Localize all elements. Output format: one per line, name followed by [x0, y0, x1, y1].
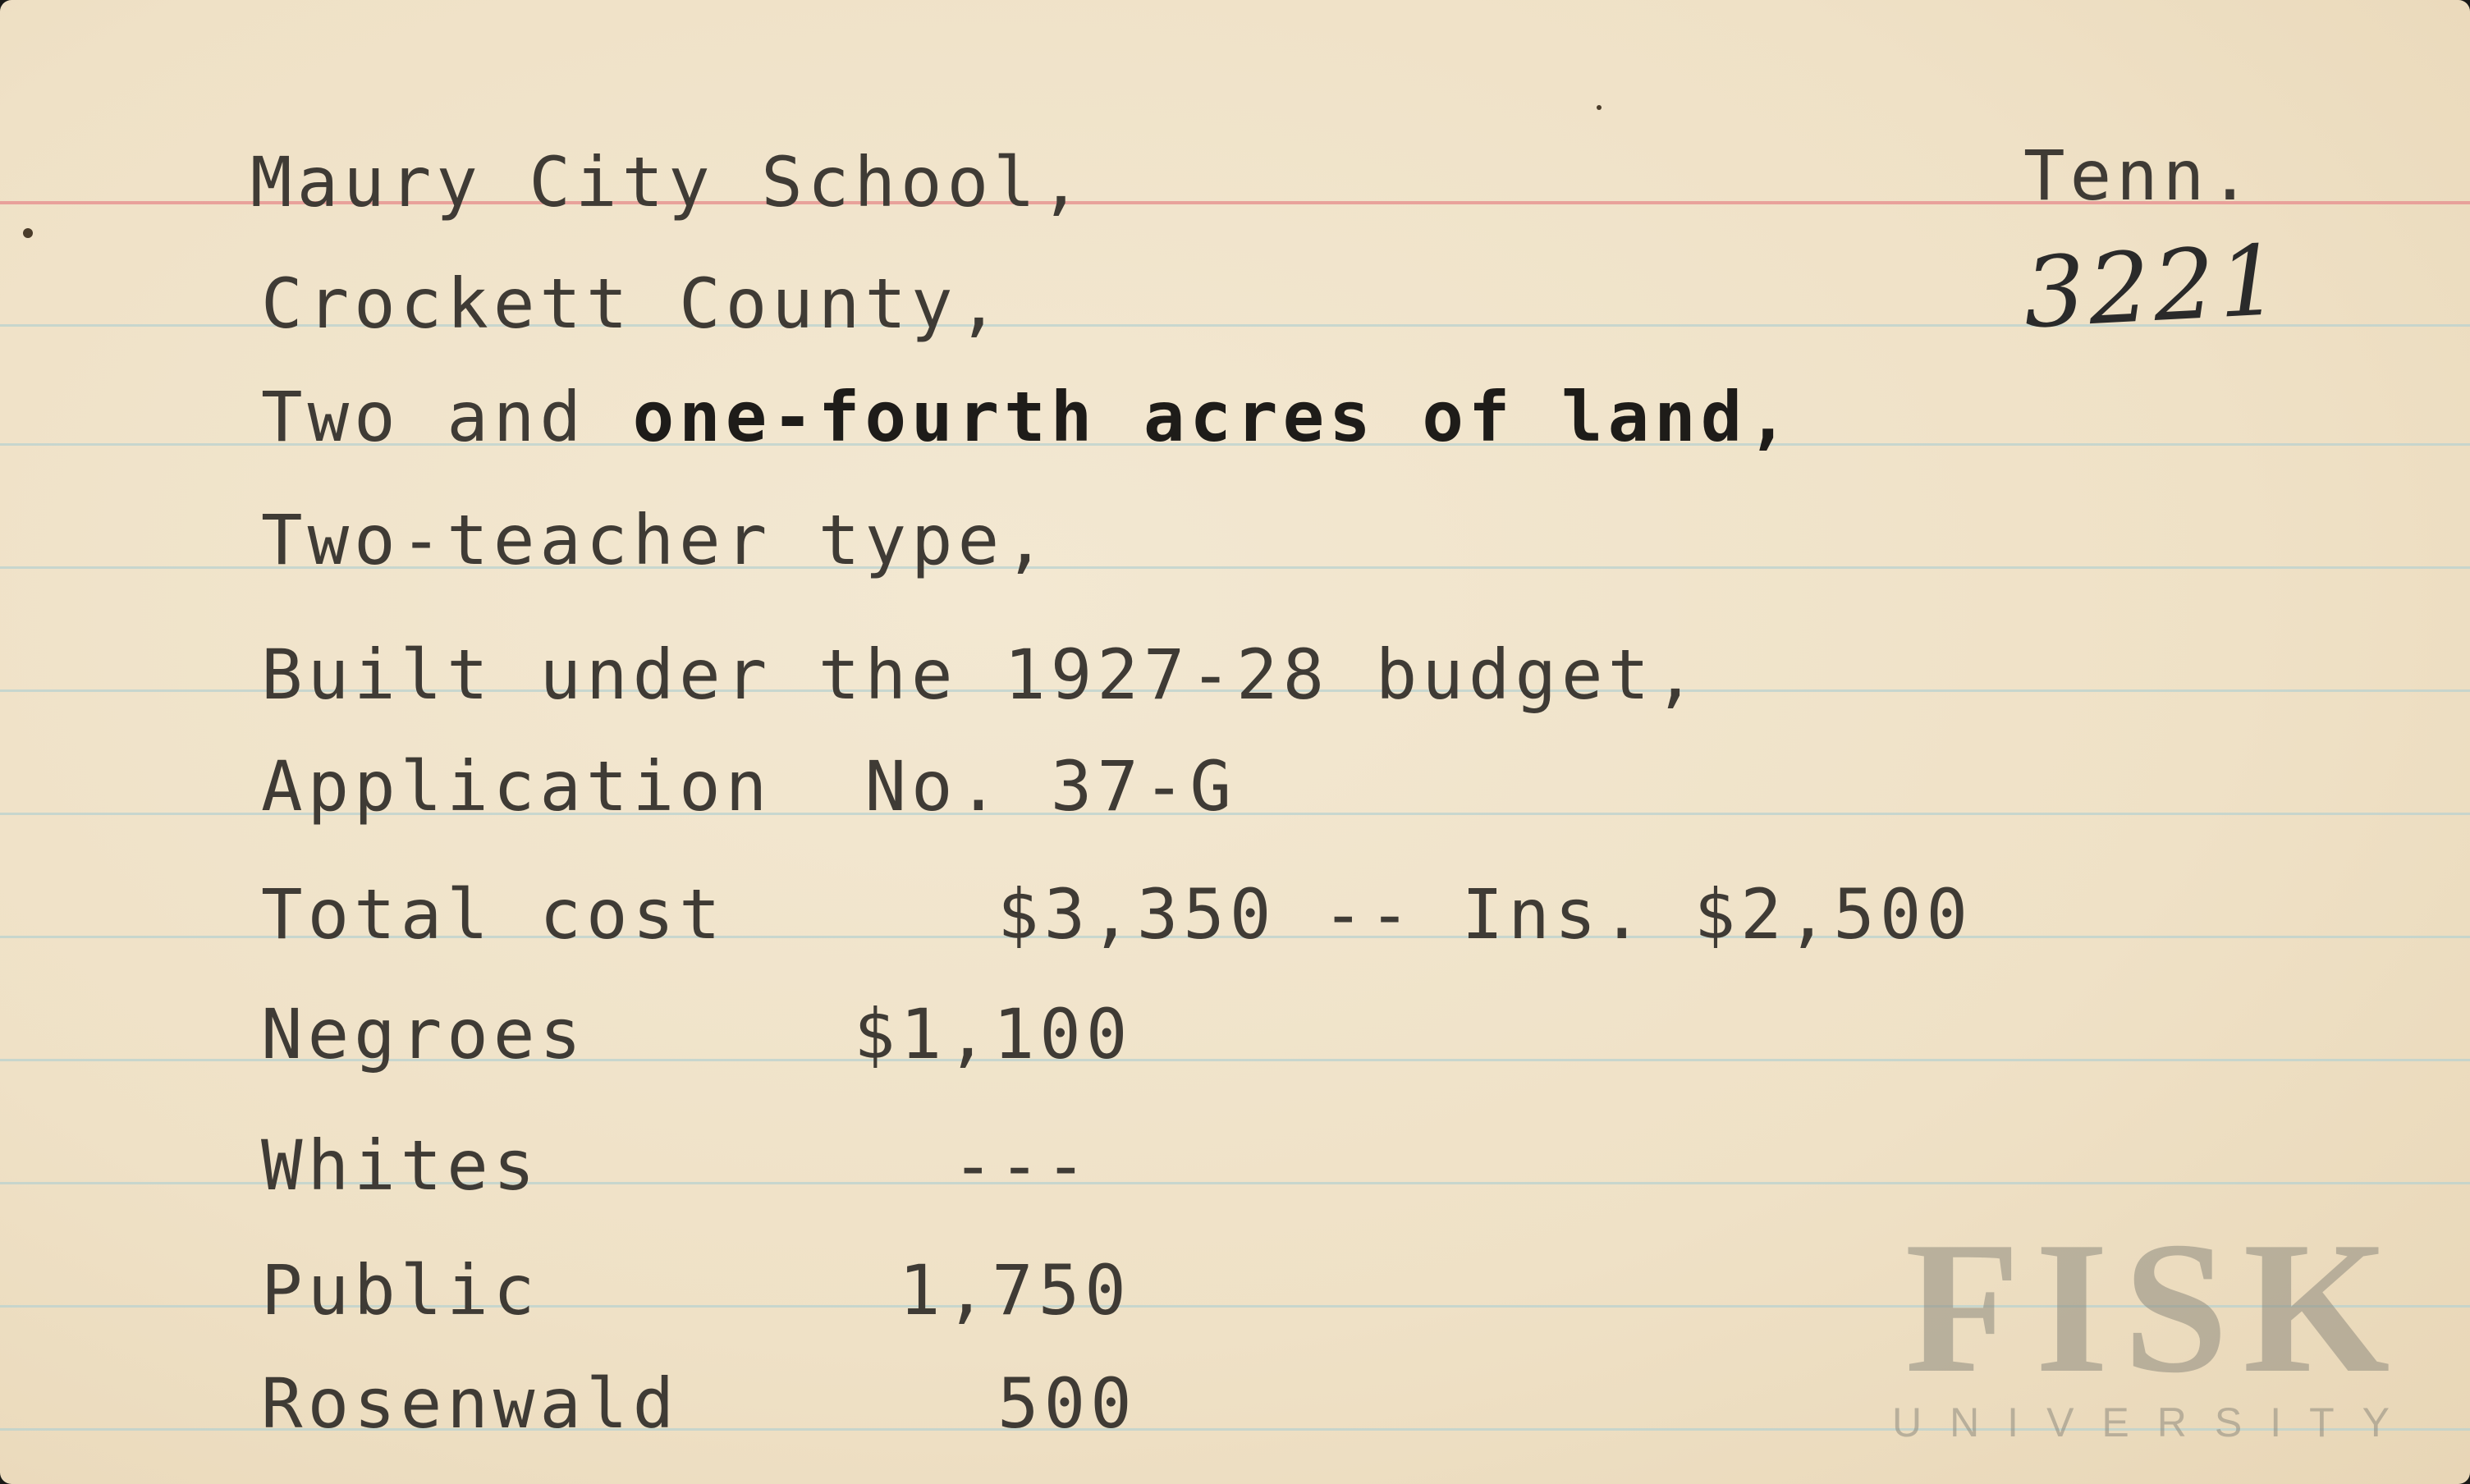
- typed-line-school: Maury City School,: [250, 142, 1087, 222]
- typed-label-total-cost: Total cost: [261, 874, 726, 955]
- typed-line-land: Two and one-fourth acres of land,: [261, 377, 1794, 457]
- paper-speck: [1597, 105, 1602, 110]
- typed-label-rosenwald: Rosenwald: [261, 1363, 680, 1444]
- typed-line-county: Crockett County,: [261, 263, 1005, 344]
- fisk-university-logo: [1867, 1215, 2442, 1445]
- typed-label-negroes: Negroes: [261, 994, 587, 1074]
- typed-value-total-cost: $3,350 -- Ins. $2,500: [997, 874, 1973, 955]
- typed-line-type: Two-teacher type,: [261, 500, 1051, 580]
- typed-land-bold: one-fourth acres of land,: [632, 377, 1794, 457]
- typed-state: Tenn.: [2023, 135, 2256, 216]
- typed-value-public: 1,750: [899, 1250, 1131, 1331]
- typed-line-budget: Built under the 1927-28 budget,: [261, 634, 1701, 715]
- logo-wordmark: FISK: [1904, 1215, 2405, 1412]
- handwritten-accession-number: 3221: [2020, 222, 2286, 350]
- paper-speck: [23, 228, 33, 238]
- typed-value-rosenwald: 500: [997, 1363, 1137, 1444]
- typed-label-public: Public: [261, 1250, 540, 1331]
- typed-label-whites: Whites: [261, 1125, 540, 1206]
- typed-line-application: Application No. 37-G: [261, 746, 1237, 827]
- typed-value-negroes: $1,100: [854, 994, 1133, 1074]
- typed-value-whites: ---: [952, 1125, 1092, 1206]
- logo-subtitle: UNIVERSITY: [1891, 1399, 2418, 1445]
